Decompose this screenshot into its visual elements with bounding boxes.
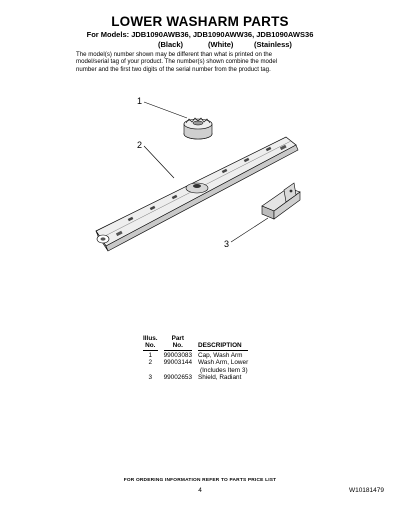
page-number: 4 [198, 487, 202, 494]
part-number: 99002653 [163, 374, 192, 382]
leader-line-3 [231, 218, 268, 242]
radiant-shield-drawing [262, 183, 300, 219]
part-description: Cap, Wash Arm [198, 351, 243, 359]
part-description-extra: (Includes Item 3) [200, 366, 248, 374]
table-row [140, 359, 251, 374]
models-line: For Models: JDB1090AWB36, JDB1090AWW36, JDB1090AWS36 [86, 30, 314, 39]
table-row [140, 374, 251, 381]
illus-number: 3 [148, 374, 153, 382]
callout-2: 2 [137, 140, 143, 150]
page-title: LOWER WASHARM PARTS [111, 14, 289, 29]
color-white: (White) [208, 40, 234, 49]
document-number: W10181479 [348, 487, 384, 494]
model-note-line-2: model/serial tag of your product. The number(s) shown combine the model [76, 58, 278, 66]
ordering-note: FOR ORDERING INFORMATION REFER TO PARTS PRICE LIST [123, 478, 277, 483]
parts-table [140, 335, 251, 381]
lower-wash-arm-drawing [96, 137, 298, 251]
callout-3: 3 [224, 239, 230, 249]
leader-line-1 [144, 102, 187, 118]
parts-table-header [140, 335, 251, 352]
callout-1: 1 [137, 96, 143, 106]
header-illus-no: Illus. No. [143, 335, 158, 350]
table-row [140, 352, 251, 359]
color-stainless: (Stainless) [254, 40, 292, 49]
wash-arm-cap-drawing [184, 118, 212, 139]
model-note-line-3: number and the first two digits of the serial number from the product tag. [76, 65, 271, 73]
illus-number: 2 [148, 359, 153, 367]
illus-number: 1 [148, 351, 153, 359]
header-part-no: Part No. [161, 335, 195, 352]
part-number: 99003083 [163, 351, 192, 359]
part-description [195, 359, 251, 374]
part-description: Shield, Radiant [198, 374, 242, 382]
color-black: (Black) [158, 40, 184, 49]
part-number: 99003144 [163, 359, 192, 367]
part-description-main: Wash Arm, Lower [198, 359, 249, 367]
header-description: DESCRIPTION [195, 335, 251, 352]
leader-line-2 [144, 146, 174, 178]
model-note-line-1: The model(s) number shown may be different than what is printed on the [76, 51, 273, 58]
